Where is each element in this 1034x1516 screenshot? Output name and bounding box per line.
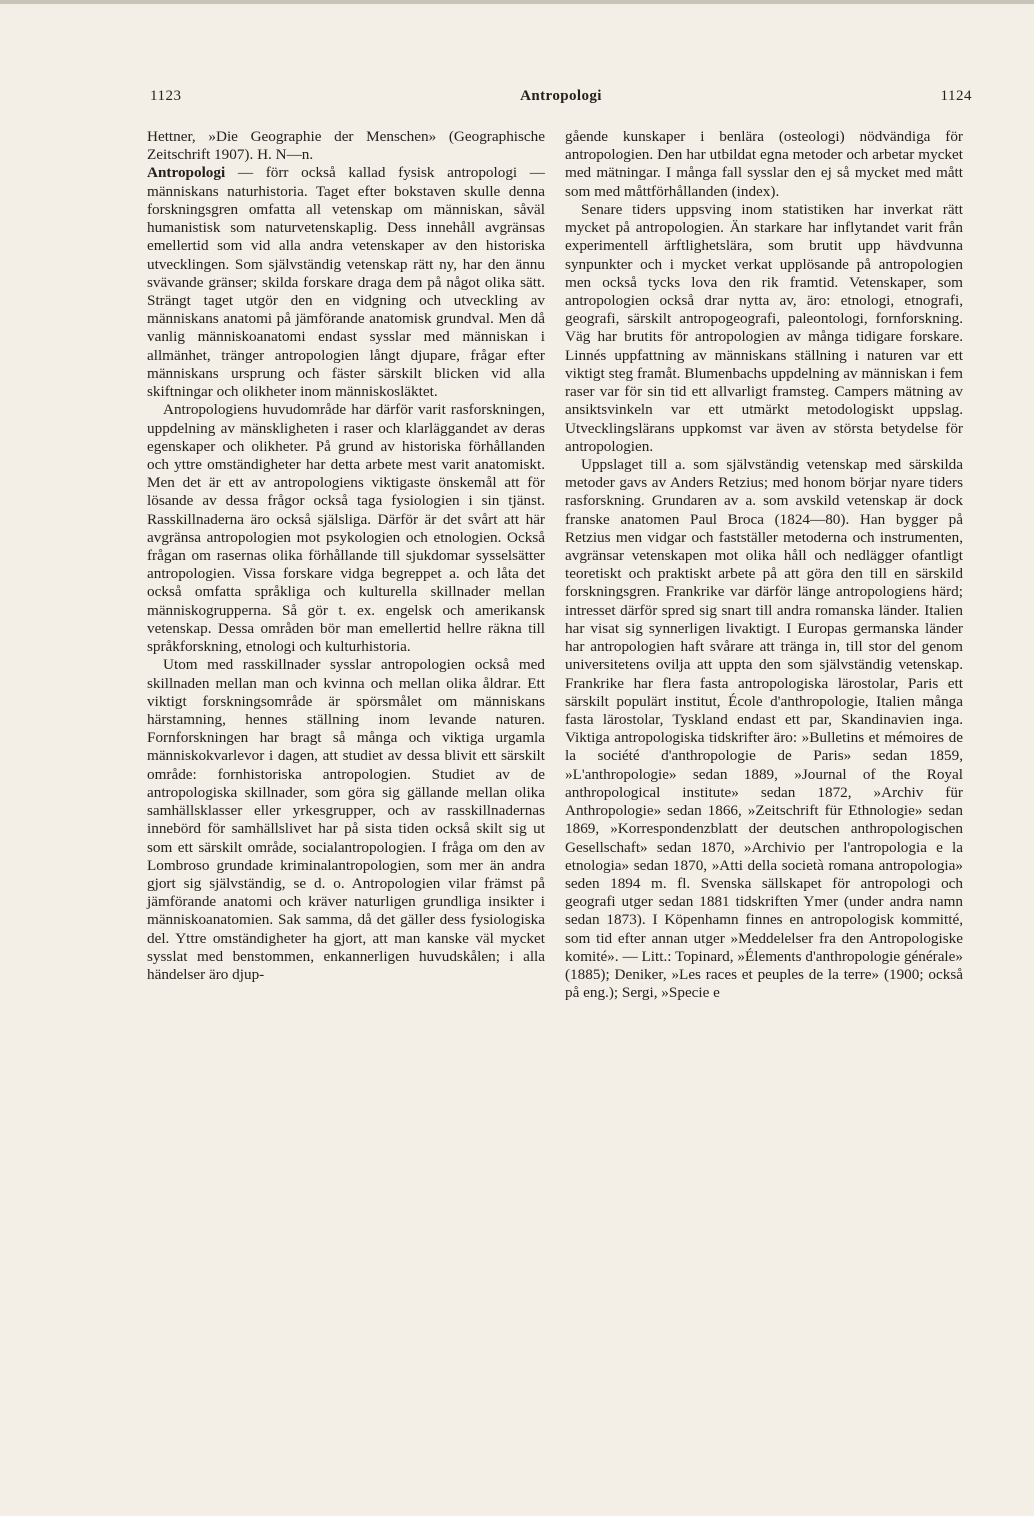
paragraph: Antropologiens huvudområde har därför varit rasforskningen, uppdelning av mänskligheten i raser och klarläggandet av deras egenskaper och olikheter. På grund av historiska förhållanden och yttre omständigheter har detta arbete mest varit anatomiskt. Men det är ett av antropologiens viktigaste önskemål att för lösande av dessa frågor också taga fysiologien i sin tjänst. Rasskillnaderna äro också själsliga. Därför är det svårt att här avgränsa antropologien mot psykologien och etnologien. Också frågan om rasernas olika förhållande till sjukdomar sysselsätter antropologien. Vissa forskare vidga begreppet a. och låta det också omfatta språkliga och kulturella skillnader mellan människogrupperna. Så gör t. ex. engelsk och amerikansk vetenskap. Dessa områden bör man emellertid hellre räkna till språkforskning, etnologi och kulturhistoria. [147,401,545,656]
paragraph: Hettner, »Die Geographie der Menschen» (Geographische Zeitschrift 1907). H. N—n. [147,128,545,164]
page-top-edge [0,0,1034,4]
paragraph: Uppslaget till a. som självständig vetenskap med särskilda metoder gavs av Anders Retzius; med honom börjar nyare tiders rasforskning. Grundaren av a. som avskild vetenskap är dock franske anatomen Paul Broca (1824—80). Han bygger på Retzius men vidgar och fastställer metoderna och instrumenten, avgränsar vetenskapen mot olika håll och nedlägger ofantligt teoretiskt och praktiskt arbete på att göra den till en särskild forskningsgren. Frankrike var därför länge antropologiens härd; intresset därför spred sig snart till andra romanska länder. Italien har visat sig synnerligen livaktigt. I Europas germanska länder har antropologien haft svårare att tränga in, till stor del genom universitetens ovilja att uppta den som självständig vetenskap. Frankrike har flera fasta antropologiska lärostolar, Paris ett särskilt populärt institut, École d'anthropologie, Italien många fasta lärostolar, Tyskland endast ett par, Skandinavien inga. Viktiga antropologiska tidskrifter äro: »Bulletins et mémoires de la société d'anthropologie de Paris» sedan 1859, »L'anthropologie» sedan 1889, »Journal of the Royal anthropological institute» sedan 1872, »Archiv für Anthropologie» sedan 1866, »Zeitschrift für Ethnologie» sedan 1869, »Korrespondenzblatt der deutschen anthropologischen Gesellschaft» sedan 1870, »Archivio per l'antropologia e la etnologia» sedan 1870, »Atti della società romana antropologia» seden 1894 m. fl. Svenska sällskapet för antropologi och geografi utger sedan 1881 tidskriften Ymer (under andra namn sedan 1873). I Köpenhamn finnes en antropologisk kommitté, som tid efter annan utger »Meddelelser fra den Antropologiske komité». — Litt.: Topinard, »Élements d'anthropologie générale» (1885); Deniker, »Les races et peuples de la terre» (1900; också på eng.); Sergi, »Specie e [565,455,963,1002]
entry-paragraph [147,164,545,401]
paragraph: Senare tiders uppsving inom statistiken har inverkat rätt mycket på antropologien. Än starkare har inflytandet varit från experimentell ärftlighetslära, som brutit upp hävdvunna synpunkter och i mycket verkat upplösande på antropologien men också tycks lova den rik framtid. Vetenskaper, som antropologien också drar nytta av, äro: etnologi, etnografi, geografi, särskilt antropogeografi, paleontologi, fornforskning. Väg har brutits för antropologien av många tidigare forskare. Linnés uppfattning av människans ställning i naturen var ett viktigt steg framåt. Blumenbachs uppdelning av människan i fem raser var för sin tid ett allvarligt framsteg. Campers mätning av ansiktsvinkeln var ett utmärkt metodologiskt uppslag. Utvecklingslärans uppkomst var även av största betydelse för antropologien. [565,200,963,455]
right-page-number: 1124 [940,88,972,104]
page-header [150,88,972,112]
left-column [147,128,545,984]
left-page-number: 1123 [150,88,182,104]
entry-headword: Antropologi [147,164,226,182]
entry-text: — förr också kallad fysisk antropologi — människans naturhistoria. Taget efter bokstaven skulle denna forskningsgren omfatta all vetenskap om människan, såväl humanistisk som naturvetenskaplig. Dess innehåll avgränsas emellertid som vid alla andra vetenskaper av den historiska utvecklingen. Som självständig vetenskap rätt ny, har den ännu svävande gränser; skilda forskare draga dem på något olika sätt. Strängt taget utgör den en vidgning och utveckling av människans anatomi på jämförande anatomisk grundval. Men då vanlig människoanatomi endast sysslar med människan i allmänhet, tränger antropologien långt djupare, frågar efter människans ursprung och fäster särskilt blicken vid alla skiftningar och olikheter inom människosläktet. [147,164,545,401]
right-column [565,128,963,1003]
running-title: Antropologi [520,88,602,104]
paragraph: gående kunskaper i benlära (osteologi) nödvändiga för antropologien. Den har utbildat egna metoder och arbetar mycket med mätningar. I många fall sysslar den ej så mycket med mått som med måttförhållanden (index). [565,128,963,200]
paragraph: Utom med rasskillnader sysslar antropologien också med skillnaden mellan man och kvinna och mellan olika åldrar. Ett viktigt forskningsområde är spörsmålet om människans härstamning, hennes ställning inom levande naturen. Fornforskningen har bragt så många och viktiga urgamla människokvarlevor i dagen, att studiet av dessa blivit ett särskilt område: fornhistoriska antropologien. Studiet av de antropologiska skillnader, som göra sig gällande mellan olika samhällsklasser eller yrkesgrupper, och av rasskillnadernas innebörd för samhällslivet har på sista tiden också skilt sig ut som ett särskilt område, socialantropologien. I fråga om den av Lombroso grundade kriminalantropologien, som mer än andra gjort sig självständig, se d. o. Antropologien vilar främst på jämförande anatomi och kräver naturligen grundliga insikter i människoanatomien. Sak samma, då det gäller dess fysiologiska del. Yttre omständigheter ha gjort, att man kanske väl mycket sysslat med benstommen, enkannerligen huvudskålen; i alla händelser äro djup- [147,656,545,984]
